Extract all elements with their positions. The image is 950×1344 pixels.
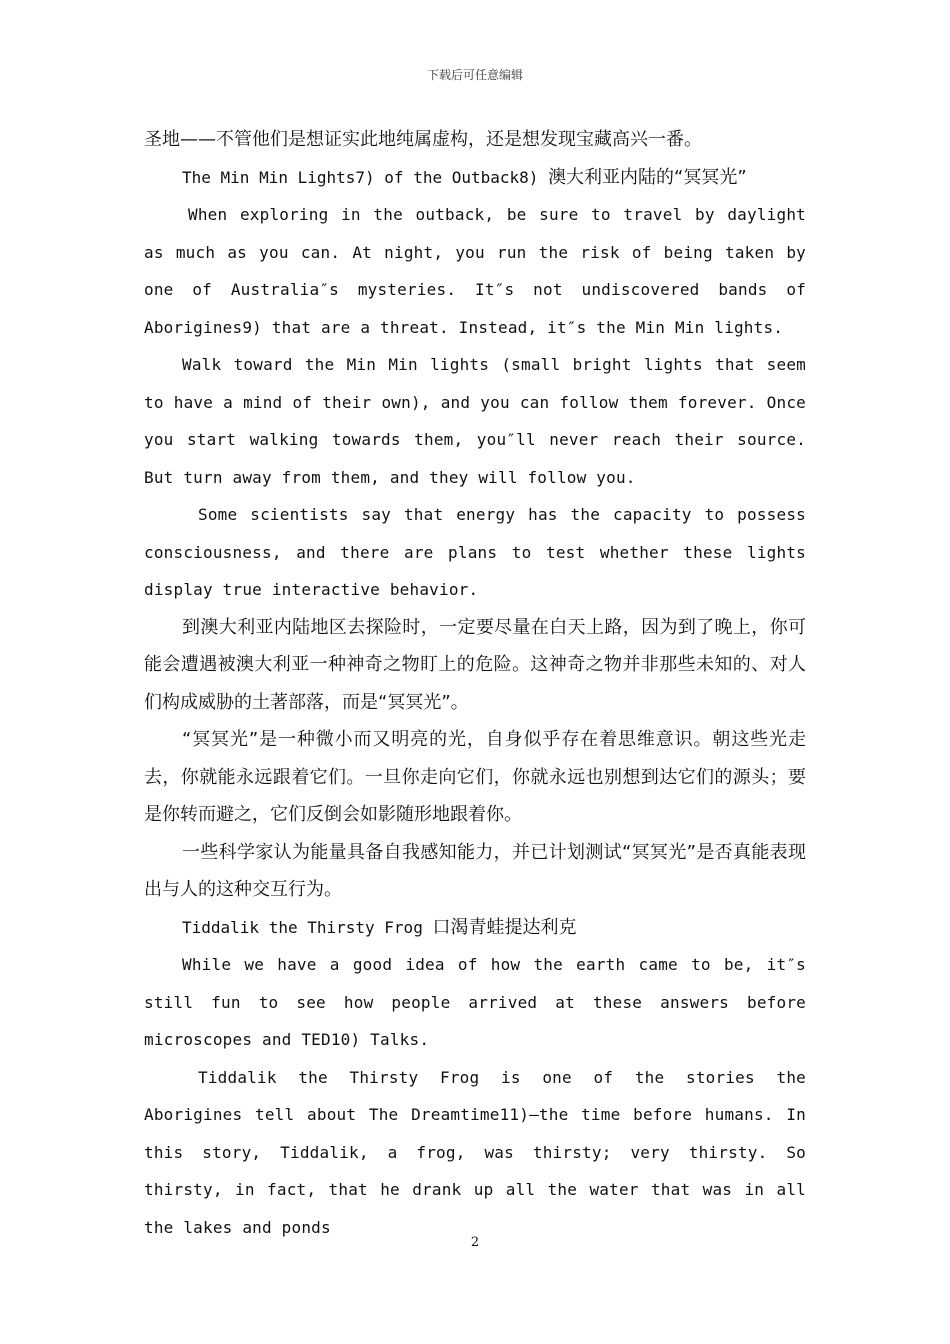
paragraph-tiddalik: Tiddalik the Thirsty Frog is one of the stories the Aborigines tell about The Dreamtime11)—the time before humans. In this story, Tiddalik, a frog, was thirsty; very thirsty. So thirsty, in fact, that he drank up all the water that was in all the lakes and ponds xyxy=(144,1067,806,1237)
paragraph-scientists: Some scientists say that energy has the capacity to possess consciousness, and there are plans to test whether these lights display true interactive behavior. xyxy=(144,505,806,599)
page-number: 2 xyxy=(470,1235,480,1250)
paragraph-zh-lights: “冥冥光”是一种微小而又明亮的光，自身似乎存在着思维意识。朝这些光走去，你就能永远跟着它们。一旦你走向它们，你就永远也别想到达它们的源头；要是你转而避之，它们反倒会如影随形地跟着你。 xyxy=(144,729,806,825)
heading-english: The Min Min Lights7) of the Outback8) xyxy=(182,167,539,187)
page-header: 下载后可任意编辑 xyxy=(426,68,523,82)
section-heading-tiddalik xyxy=(144,909,806,947)
heading-english: Tiddalik the Thirsty Frog xyxy=(182,917,423,937)
paragraph-earth: While we have a good idea of how the earth came to be, it″s still fun to see how people arrived at these answers before microscopes and TED10) Talks. xyxy=(144,955,806,1049)
paragraph-continuation: 圣地——不管他们是想证实此地纯属虚构，还是想发现宝藏高兴一番。 xyxy=(144,129,702,150)
paragraph-walk-toward: Walk toward the Min Min lights (small bright lights that seem to have a mind of their own), and you can follow them forever. Once you start walking towards them, you″ll never reach their source. But turn away from them, and they will follow you. xyxy=(144,355,806,487)
paragraph-zh-exploring: 到澳大利亚内陆地区去探险时，一定要尽量在白天上路，因为到了晚上，你可能会遭遇被澳大利亚一种神奇之物盯上的危险。这神奇之物并非那些未知的、对人们构成威胁的土著部落，而是“冥冥光”。 xyxy=(144,616,806,713)
document-body xyxy=(144,121,806,1246)
paragraph-zh-scientists: 一些科学家认为能量具备自我感知能力，并已计划测试“冥冥光”是否真能表现出与人的这种交互行为。 xyxy=(144,841,806,900)
heading-chinese: 澳大利亚内陆的“冥冥光” xyxy=(548,166,747,188)
paragraph-exploring: When exploring in the outback, be sure to travel by daylight as much as you can. At night, you run the risk of being taken by one of Australia″s mysteries. It″s not undiscovered bands of Aborigines9) that are a threat. Instead, it″s the Min Min lights. xyxy=(144,205,806,337)
section-heading-min-min-lights xyxy=(144,159,806,197)
heading-chinese: 口渴青蛙提达利克 xyxy=(432,916,577,938)
